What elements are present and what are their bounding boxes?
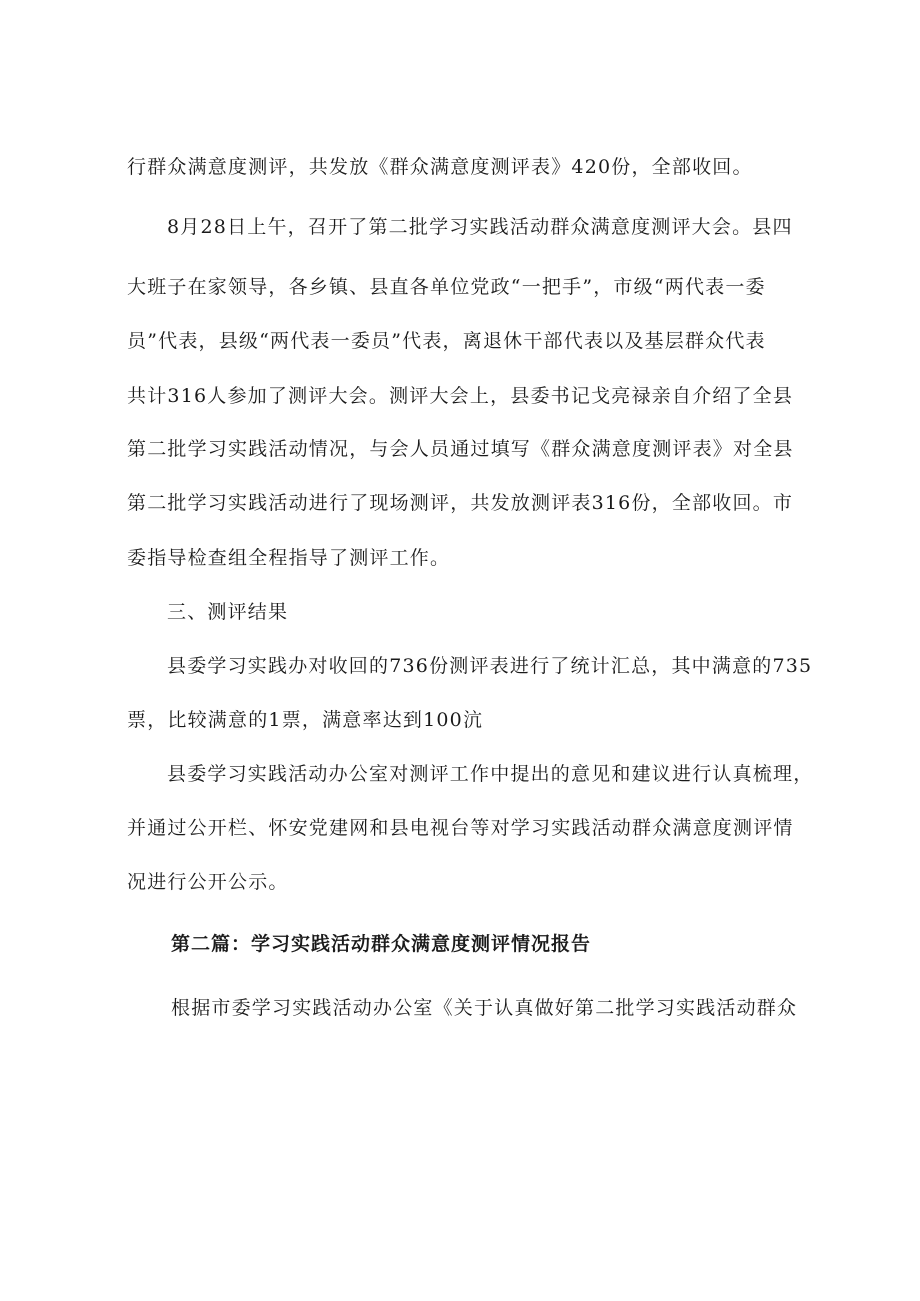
- para1-line-1: 行群众满意度测评，共发放《群众满意度测评表》420份，全部收回。: [127, 156, 753, 178]
- para4-line-3: 况进行公开公示。: [127, 871, 289, 893]
- para3-line-1: 县委学习实践办对收回的736份测评表进行了统计汇总，其中满意的735: [167, 655, 813, 677]
- para2-line-2: 大班子在家领导，各乡镇、县直各单位党政“一把手”，市级“两代表一委: [127, 276, 766, 298]
- para5-line-1: 根据市委学习实践活动办公室《关于认真做好第二批学习实践活动群众: [171, 997, 798, 1019]
- part-2-title: 第二篇：学习实践活动群众满意度测评情况报告: [171, 933, 592, 955]
- para4-line-2: 并通过公开栏、怀安党建网和县电视台等对学习实践活动群众满意度测评情: [127, 817, 794, 839]
- para2-line-4: 共计316人参加了测评大会。测评大会上，县委书记戈亮禄亲自介绍了全县: [127, 385, 794, 407]
- section-3-heading: 三、测评结果: [167, 601, 289, 623]
- para2-line-7: 委指导检查组全程指导了测评工作。: [127, 547, 451, 569]
- para2-line-6: 第二批学习实践活动进行了现场测评，共发放测评表316份，全部收回。市: [127, 492, 794, 514]
- para2-line-5: 第二批学习实践活动情况，与会人员通过填写《群众满意度测评表》对全县: [127, 438, 794, 460]
- para2-line-3: 员”代表，县级“两代表一委员”代表，离退休干部代表以及基层群众代表: [127, 330, 766, 352]
- para4-line-1: 县委学习实践活动办公室对测评工作中提出的意见和建议进行认真梳理，: [167, 763, 814, 785]
- para3-line-2: 票，比较满意的1票，满意率达到100沆: [127, 709, 484, 731]
- para2-line-1: 8月28日上午，召开了第二批学习实践活动群众满意度测评大会。县四: [167, 216, 793, 238]
